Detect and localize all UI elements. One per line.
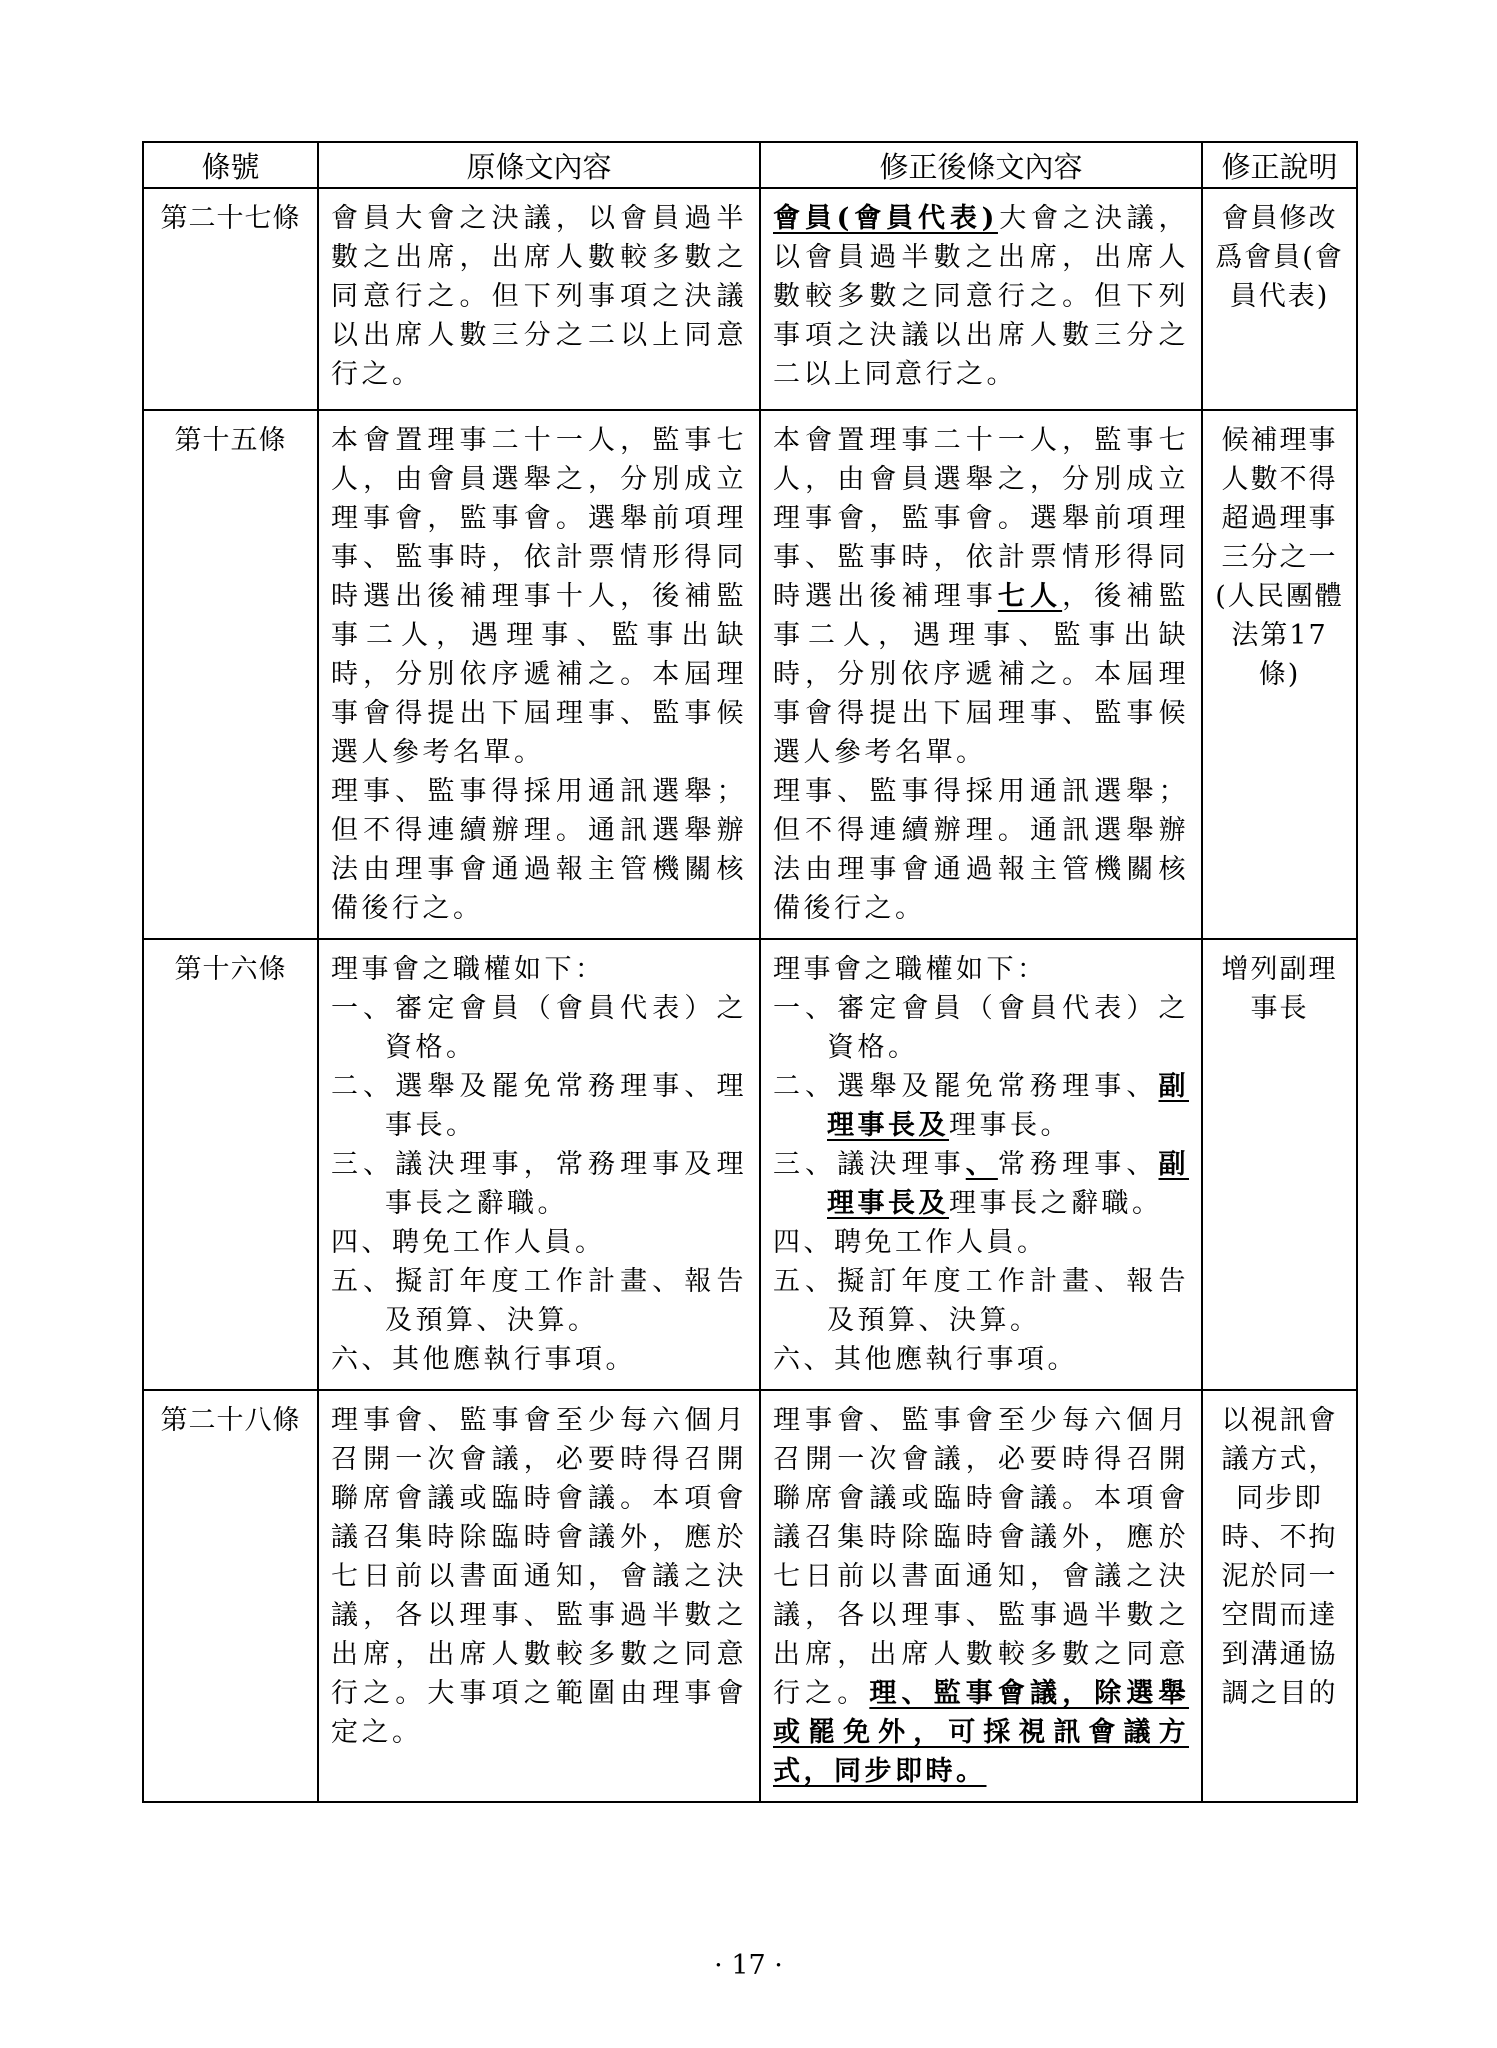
list-item [331,1340,747,1379]
table-row [143,1390,1357,1802]
paragraph [773,950,1189,989]
text-run: 三、議決理事，常務理事及理事長之辭職。 [331,1149,747,1219]
paragraph [331,421,747,772]
original-text [318,188,760,410]
text-run: 六、其他應執行事項。 [773,1344,1078,1375]
text-run: 會員大會之決議，以會員過半數之出席，出席人數較多數之同意行之。但下列事項之決議以出席人數三分之二以上同意行之。 [331,203,747,390]
text-run: 大會之決議，以會員過半數之出席，出席人數較多數之同意行之。但下列事項之決議以出席人數三分之二以上同意行之。 [773,203,1190,390]
text-run: 理事會、監事會至少每六個月召開一次會議，必要時得召開聯席會議或臨時會議。本項會議召集時除臨時會議外，應於七日前以書面通知，會議之決議，各以理事、監事過半數之出席，出席人數較多數之同意行之。 [773,1405,1189,1709]
amendment-note: 候補理事人數不得超過理事三分之一(人民團體法第17條) [1202,410,1357,939]
article-number: 第二十七條 [143,188,318,410]
text-run: 理事長之辭職。 [949,1188,1163,1219]
amendment-note: 以視訊會議方式，同步即時、不拘泥於同一空間而達到溝通協調之目的 [1202,1390,1357,1802]
list-item [773,1223,1189,1262]
page-number: · 17 · [714,1950,783,1981]
article-number: 第十五條 [143,410,318,939]
list-item [773,1340,1189,1379]
list-item [331,1067,747,1145]
amended-text: 副理事長及 [827,1149,1189,1219]
amendment-note: 會員修改爲會員(會員代表) [1202,188,1357,410]
list-item [331,1145,747,1223]
list-item [773,989,1189,1067]
text-run: 本會置理事二十一人，監事七人，由會員選舉之，分別成立理事會，監事會。選舉前項理事、監事時，依計票情形得同時選出後補理事 [773,425,1189,612]
list-item [773,1067,1189,1145]
list-item [773,1145,1189,1223]
text-run: 二、選舉及罷免常務理事、理事長。 [331,1071,747,1141]
amended-text: 理、監事會議，除選舉或罷免外，可採視訊會議方式，同步即時。 [773,1678,1189,1787]
text-run: ，後補監事二人，遇理事、監事出缺時，分別依序遞補之。本屆理事會得提出下屆理事、監事候選人參考名單。 [773,581,1189,768]
paragraph [331,772,747,928]
text-run: 常務理事、 [997,1149,1159,1180]
paragraph [773,772,1189,928]
paragraph [331,950,747,989]
header-revised: 修正後條文內容 [760,142,1202,188]
list-item [331,989,747,1067]
list-item [773,1262,1189,1340]
paragraph [773,199,1189,394]
amended-text: 七人 [997,581,1063,612]
original-text [318,939,760,1390]
header-article: 條號 [143,142,318,188]
text-run: 理事會、監事會至少每六個月召開一次會議，必要時得召開聯席會議或臨時會議。本項會議召集時除臨時會議外，應於七日前以書面通知，會議之決議，各以理事、監事過半數之出席，出席人數較多數之同意行之。大事項之範圍由理事會定之。 [331,1405,747,1748]
text-run: 一、審定會員（會員代表）之資格。 [331,993,747,1063]
article-number: 第十六條 [143,939,318,1390]
text-run: 理事、監事得採用通訊選舉；但不得連續辦理。通訊選舉辦法由理事會通過報主管機關核備後行之。 [773,776,1189,924]
amendment-note: 增列副理事長 [1202,939,1357,1390]
revised-text [760,1390,1202,1802]
list-item [331,1223,747,1262]
list-item [331,1262,747,1340]
revised-text [760,939,1202,1390]
text-run: 理事會之職權如下： [773,954,1048,985]
paragraph [773,421,1189,772]
text-run: 二、選舉及罷免常務理事、 [773,1071,1159,1102]
paragraph [331,199,747,394]
table-row [143,939,1357,1390]
article-number: 第二十八條 [143,1390,318,1802]
amended-text: 副理事長及 [827,1071,1189,1141]
text-run: 本會置理事二十一人，監事七人，由會員選舉之，分別成立理事會，監事會。選舉前項理事、監事時，依計票情形得同時選出後補理事十人，後補監事二人，遇理事、監事出缺時，分別依序遞補之。本屆理事會得提出下屆理事、監事候選人參考名單。 [331,425,747,768]
text-run: 五、擬訂年度工作計畫、報告及預算、決算。 [331,1266,747,1336]
text-run: 理事、監事得採用通訊選舉；但不得連續辦理。通訊選舉辦法由理事會通過報主管機關核備後行之。 [331,776,747,924]
amended-text: 、 [965,1149,998,1180]
table-row [143,410,1357,939]
header-note: 修正說明 [1202,142,1357,188]
text-run: 理事長。 [949,1110,1071,1141]
text-run: 四、聘免工作人員。 [331,1227,606,1258]
revised-text [760,188,1202,410]
original-text [318,410,760,939]
text-run: 五、擬訂年度工作計畫、報告及預算、決算。 [773,1266,1189,1336]
text-run: 一、審定會員（會員代表）之資格。 [773,993,1189,1063]
text-run: 六、其他應執行事項。 [331,1344,636,1375]
revised-text [760,410,1202,939]
paragraph [773,1401,1189,1791]
text-run: 四、聘免工作人員。 [773,1227,1048,1258]
header-row [143,142,1357,188]
text-run: 三、議決理事 [773,1149,966,1180]
amendment-table [142,141,1358,1803]
table-row [143,188,1357,410]
original-text [318,1390,760,1802]
header-original: 原條文內容 [318,142,760,188]
paragraph [331,1401,747,1752]
amended-text: 會員(會員代表) [773,203,998,234]
text-run: 理事會之職權如下： [331,954,606,985]
